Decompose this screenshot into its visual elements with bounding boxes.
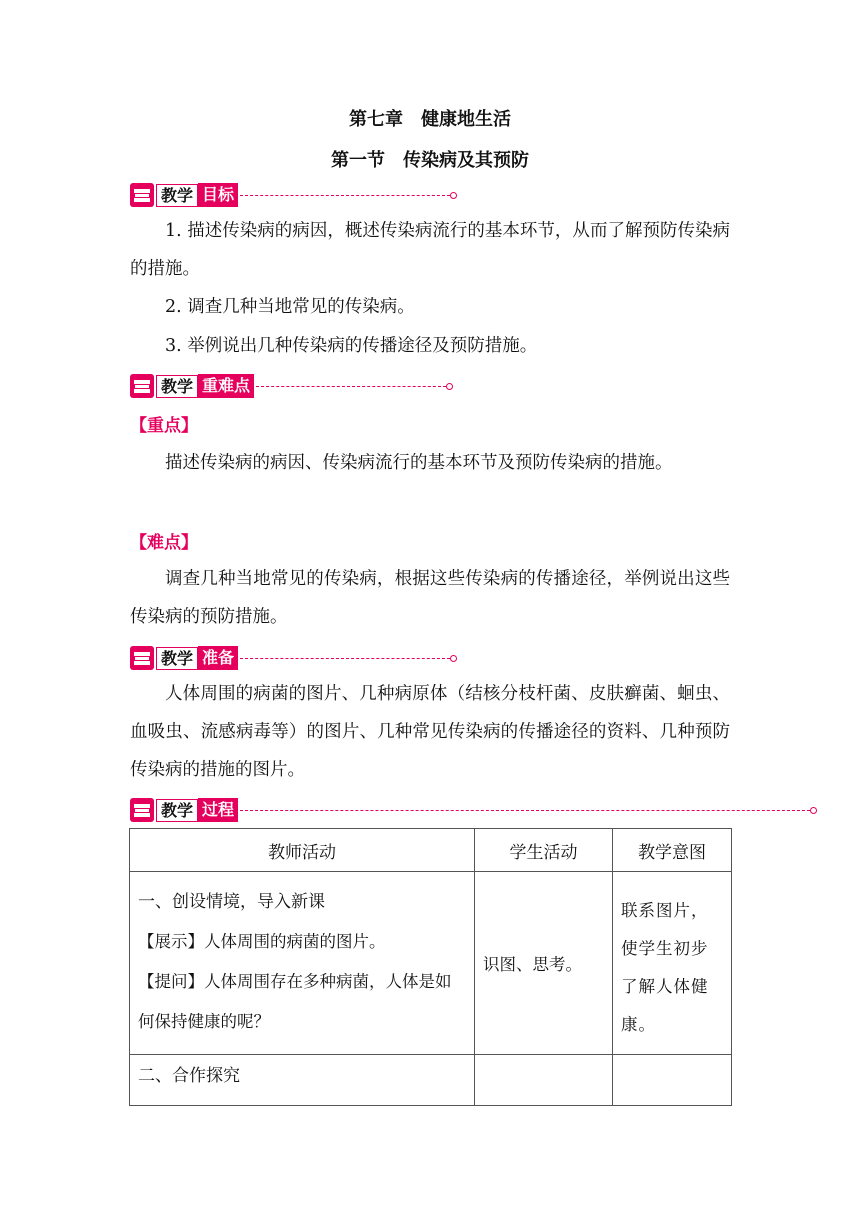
student-activity-cell [475,1055,613,1106]
books-icon [130,798,154,822]
divider-end [450,192,457,199]
section-label-b: 目标 [198,183,238,207]
header-teaching-intent: 教学意图 [613,829,732,872]
table-header-row [130,829,732,872]
section-header-process [130,797,817,823]
teacher-heading: 一、创设情境，导入新课 [138,892,325,912]
teacher-line: 【展示】人体周围的病菌的图片。 [138,932,386,951]
divider-end [450,655,457,662]
section-label-b: 过程 [198,798,238,822]
divider [240,810,810,811]
section-label-a: 教学 [156,647,198,670]
divider [256,386,446,387]
goal-1: 1. 描述传染病的病因，概述传染病流行的基本环节，从而了解预防传染病的措施。 [130,221,730,279]
teacher-activity-cell [130,872,475,1055]
goal-2: 2. 调查几种当地常见的传染病。 [165,297,415,317]
teaching-intent-cell [613,1055,732,1106]
key-point-tag: 【重点】 [130,416,198,436]
key-point-text: 描述传染病的病因、传染病流行的基本环节及预防传染病的措施。 [165,453,673,473]
books-icon [130,183,154,207]
difficulty-tag: 【难点】 [130,533,198,553]
difficulty-text: 调查几种当地常见的传染病，根据这些传染病的传播途径，举例说出这些传染病的预防措施。 [130,569,730,627]
chapter-title: 第七章 健康地生活 [349,109,511,130]
teacher-line: 【提问】人体周围存在多种病菌，人体是如何保持健康的呢？ [138,972,452,1031]
books-icon [130,374,154,398]
student-activity-cell: 识图、思考。 [475,872,613,1055]
divider [240,658,450,659]
divider [240,195,450,196]
header-teacher-activity: 教师活动 [130,829,475,872]
teaching-intent-cell: 联系图片，使学生初步了解人体健康。 [613,872,732,1055]
section-label-b: 重难点 [198,374,254,398]
section-title: 第一节 传染病及其预防 [331,150,529,171]
section-label-a: 教学 [156,799,198,822]
section-label-b: 准备 [198,646,238,670]
section-header-key-points [130,373,453,399]
lesson-process-table [129,828,732,1106]
header-student-activity: 学生活动 [475,829,613,872]
divider-end [446,383,453,390]
section-label-a: 教学 [156,184,198,207]
preparation-text: 人体周围的病菌的图片、几种病原体（结核分枝杆菌、皮肤癣菌、蛔虫、血吸虫、流感病毒等）的图片、几种常见传染病的传播途径的资料、几种预防传染病的措施的图片。 [130,684,730,780]
divider-end [810,807,817,814]
goal-3: 3. 举例说出几种传染病的传播途径及预防措施。 [165,336,538,356]
teacher-heading: 二、合作探究 [138,1066,240,1086]
section-label-a: 教学 [156,375,198,398]
table-row [130,872,732,1055]
teacher-activity-cell [130,1055,475,1106]
section-header-goals [130,182,457,208]
table-row [130,1055,732,1106]
section-header-preparation [130,645,457,671]
books-icon [130,646,154,670]
